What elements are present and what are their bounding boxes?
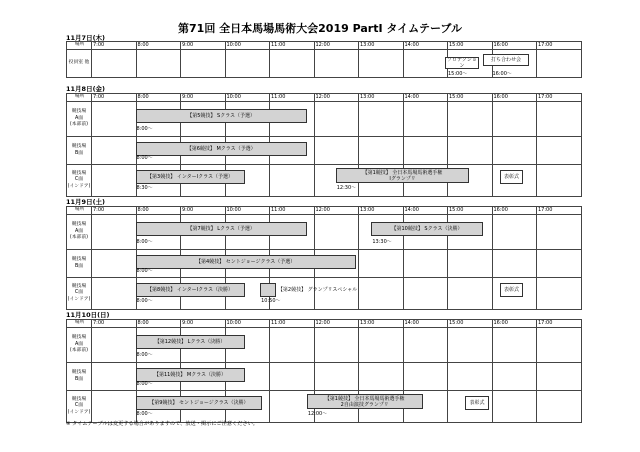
start-time: 8:00〜 [136, 239, 153, 245]
hour-header: 12:00 [314, 207, 359, 215]
time-cell [448, 278, 493, 310]
hour-header: 10:00 [225, 320, 270, 328]
time-cell [448, 328, 493, 363]
time-cell [492, 102, 537, 137]
time-cell [537, 250, 582, 278]
venue-label: 競技場 C面 (インドア) [67, 165, 92, 197]
time-cell [314, 102, 359, 137]
hour-header: 14:00 [403, 320, 448, 328]
start-time: 15:00〜 [448, 71, 468, 77]
hour-header: 16:00 [492, 207, 537, 215]
time-cell [403, 328, 448, 363]
time-cell [270, 50, 315, 78]
hour-header: 8:00 [136, 42, 181, 50]
place-header: 場所 [67, 207, 92, 215]
start-time: 8:00〜 [136, 126, 153, 132]
footer-note: ※ タイムテーブルは変更する場合がありますので、放送・掲示にご注意ください。 [66, 421, 258, 427]
time-cell [492, 215, 537, 250]
start-time: 12:30〜 [336, 185, 357, 191]
time-cell [92, 165, 137, 197]
hour-header: 12:00 [314, 42, 359, 50]
venue-label: 競技場 B面 [67, 137, 92, 165]
time-cell [92, 137, 137, 165]
time-cell [403, 50, 448, 78]
time-cell [92, 328, 137, 363]
hour-header: 17:00 [537, 42, 582, 50]
event-block: 【第8競技】 インターⅠクラス（決勝） [136, 283, 245, 297]
hour-header: 16:00 [492, 94, 537, 102]
time-cell [92, 215, 137, 250]
event-block: 【第5競技】 Sクラス（予選） [136, 109, 307, 123]
time-cell [448, 250, 493, 278]
venue-label: 競技場 A面 (本部前) [67, 215, 92, 250]
hour-header: 10:00 [225, 207, 270, 215]
time-cell [359, 250, 404, 278]
hour-header: 11:00 [270, 42, 315, 50]
hour-header: 13:00 [359, 94, 404, 102]
event-block: 表彰式 [500, 170, 522, 184]
hour-header: 12:00 [314, 320, 359, 328]
venue-label: 競技場 A面 (本部前) [67, 328, 92, 363]
start-time: 8:00〜 [136, 352, 153, 358]
time-cell [314, 328, 359, 363]
time-cell [448, 363, 493, 391]
time-cell [403, 137, 448, 165]
venue-label: 競技場 B面 [67, 363, 92, 391]
hour-header: 16:00 [492, 42, 537, 50]
time-cell [92, 50, 137, 78]
hour-header: 10:00 [225, 94, 270, 102]
start-time: 8:00〜 [136, 268, 153, 274]
start-time: 8:00〜 [136, 298, 153, 304]
place-header: 場所 [67, 42, 92, 50]
venue-label: 競技場 A面 (本部前) [67, 102, 92, 137]
hour-header: 9:00 [181, 94, 226, 102]
hour-header: 9:00 [181, 42, 226, 50]
hour-header: 13:00 [359, 207, 404, 215]
hour-header: 11:00 [270, 207, 315, 215]
time-cell [448, 137, 493, 165]
page-title: 第71回 全日本馬場馬術大会2019 PartⅠ タイムテーブル [178, 22, 462, 35]
start-time: 10:50〜 [261, 298, 281, 304]
hour-header: 14:00 [403, 42, 448, 50]
time-cell [225, 50, 270, 78]
hour-header: 10:00 [225, 42, 270, 50]
venue-label: 役員室 他 [67, 50, 92, 78]
time-cell [314, 50, 359, 78]
event-block: 【第1競技】 全日本馬場馬術選手権 Ⅰグランプリ [336, 168, 470, 183]
hour-header: 15:00 [448, 42, 493, 50]
time-cell [92, 278, 137, 310]
time-cell [270, 363, 315, 391]
venue-label: 競技場 B面 [67, 250, 92, 278]
day-heading: 11月10日(日) [66, 311, 110, 319]
hour-header: 8:00 [136, 94, 181, 102]
time-cell [314, 137, 359, 165]
event-block: 【第7競技】 Lクラス（予選） [136, 222, 307, 236]
event-block: 【第10競技】 Sクラス（決勝） [371, 222, 482, 236]
time-cell [537, 215, 582, 250]
start-time: 8:00〜 [136, 155, 153, 161]
hour-header: 17:00 [537, 207, 582, 215]
day-heading: 11月9日(土) [66, 198, 106, 206]
time-cell [537, 50, 582, 78]
time-cell [537, 165, 582, 197]
time-cell [537, 391, 582, 423]
event-block: 【第1競技】 全日本馬場馬術選手権 2自由演技グランプリ [307, 394, 423, 409]
event-block: 表彰式 [465, 396, 489, 410]
event-block: 【第2競技】 グランプリスペシャル [277, 287, 358, 293]
event-block: 【第11競技】 Mクラス（決勝） [136, 368, 245, 382]
day-heading: 11月8日(金) [66, 85, 106, 93]
hour-header: 7:00 [92, 42, 137, 50]
event-block: 【第6競技】 Mクラス（予選） [136, 142, 307, 156]
time-cell [448, 102, 493, 137]
time-cell [359, 328, 404, 363]
time-cell [181, 50, 226, 78]
time-cell [270, 328, 315, 363]
time-cell [314, 215, 359, 250]
event-block: 【第4競技】 セントジョージクラス（予選） [136, 255, 356, 269]
hour-header: 16:00 [492, 320, 537, 328]
event-block: 打ち合わせ会 [483, 54, 530, 66]
start-time: 12:00〜 [307, 411, 328, 417]
start-time: 8:00〜 [136, 381, 153, 387]
event-block: 表彰式 [500, 283, 522, 297]
time-cell [492, 363, 537, 391]
hour-header: 7:00 [92, 320, 137, 328]
time-cell [492, 137, 537, 165]
time-cell [92, 363, 137, 391]
start-time: 16:00〜 [492, 71, 512, 77]
event-block: 【第9競技】 セントジョージクラス（決勝） [136, 396, 263, 410]
time-cell [359, 363, 404, 391]
time-cell [92, 102, 137, 137]
hour-header: 11:00 [270, 320, 315, 328]
time-cell [537, 102, 582, 137]
event-block: 【第3競技】 インターⅠクラス（予選） [136, 170, 245, 184]
event-block [260, 283, 276, 297]
time-cell [492, 250, 537, 278]
time-cell [314, 363, 359, 391]
time-cell [403, 102, 448, 137]
time-cell [92, 391, 137, 423]
time-cell [537, 328, 582, 363]
hour-header: 12:00 [314, 94, 359, 102]
hour-header: 13:00 [359, 320, 404, 328]
time-cell [359, 50, 404, 78]
hour-header: 14:00 [403, 94, 448, 102]
time-cell [136, 50, 181, 78]
time-cell [492, 328, 537, 363]
time-cell [537, 137, 582, 165]
hour-header: 14:00 [403, 207, 448, 215]
place-header: 場所 [67, 320, 92, 328]
start-time: 8:00〜 [136, 411, 153, 417]
hour-header: 7:00 [92, 207, 137, 215]
time-cell [270, 165, 315, 197]
time-cell [359, 137, 404, 165]
hour-header: 13:00 [359, 42, 404, 50]
time-cell [403, 278, 448, 310]
hour-header: 17:00 [537, 320, 582, 328]
hour-header: 8:00 [136, 320, 181, 328]
hour-header: 17:00 [537, 94, 582, 102]
hour-header: 11:00 [270, 94, 315, 102]
hour-header: 15:00 [448, 207, 493, 215]
hour-header: 15:00 [448, 94, 493, 102]
event-block: プロテクション [445, 57, 479, 69]
time-cell [492, 391, 537, 423]
venue-label: 競技場 C面 (インドア) [67, 391, 92, 423]
time-cell [403, 250, 448, 278]
start-time: 8:30〜 [136, 185, 153, 191]
hour-header: 15:00 [448, 320, 493, 328]
time-cell [359, 102, 404, 137]
hour-header: 9:00 [181, 320, 226, 328]
time-cell [92, 250, 137, 278]
hour-header: 9:00 [181, 207, 226, 215]
day-heading: 11月7日(木) [66, 34, 106, 42]
time-cell [537, 363, 582, 391]
start-time: 13:30〜 [372, 239, 392, 245]
hour-header: 7:00 [92, 94, 137, 102]
hour-header: 8:00 [136, 207, 181, 215]
place-header: 場所 [67, 94, 92, 102]
event-block: 【第12競技】 Lクラス（決勝） [136, 335, 245, 349]
time-cell [537, 278, 582, 310]
time-cell [403, 363, 448, 391]
venue-label: 競技場 C面 (インドア) [67, 278, 92, 310]
